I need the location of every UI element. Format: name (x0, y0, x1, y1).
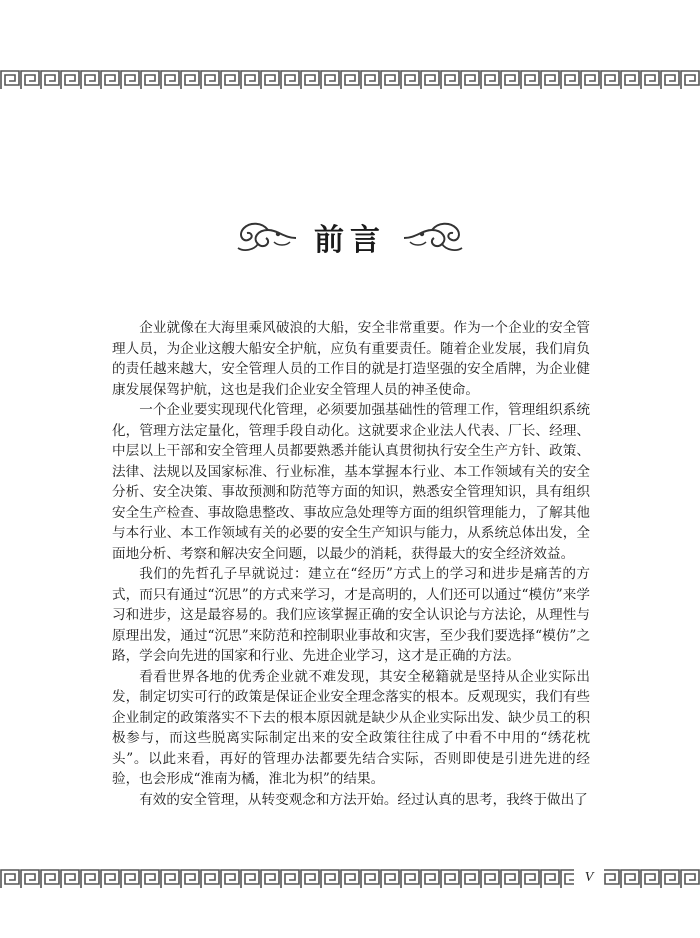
scroll-ornament-left-icon (234, 220, 298, 254)
paragraph: 企业就像在大海里乘风破浪的大船，安全非常重要。作为一个企业的安全管理人员，为企业这艘大船安全护航，应负有重要责任。随着企业发展，我们肩负的责任越来越大，安全管理人员的工作目的就是打造坚强的安全盾牌，为企业健康发展保驾护航，这也是我们企业安全管理人员的神圣使命。 (112, 320, 590, 398)
paragraph: 一个企业要实现现代化管理，必须要加强基础性的管理工作，管理组织系统化，管理方法定量化，管理手段自动化。这就要求企业法人代表、厂长、经理、中层以上干部和安全管理人员都要熟悉并能认真贯彻执行安全生产方针、政策、法律、法规以及国家标准、行业标准，基本掌握本行业、本工作领域有关的安全分析、安全决策、事故预测和防范等方面的知识，熟悉安全管理知识，具有组织安全生产检查、事故隐患整改、事故应急处理等方面的组织管理能力，了解其他与本行业、本工作领域有关的必要的安全生产知识与能力，从系统总体出发，全面地分析、考察和解决安全问题，以最少的消耗，获得最大的安全经济效益。 (112, 402, 590, 562)
page-number: V (574, 866, 604, 890)
preface-heading (0, 212, 700, 262)
scroll-ornament-right-icon (402, 220, 466, 254)
paragraph: 看看世界各地的优秀企业就不难发现，其安全秘籍就是坚持从企业实际出发，制定切实可行的政策是保证企业安全理念落实的根本。反观现实，我们有些企业制定的政策落实不下去的根本原因就是缺少从企业实际出发、缺少员工的积极参与，而这些脱离实际制定出来的安全政策往往成了中看不中用的“绣花枕头”。以此来看，再好的管理办法都要先结合实际，否则即使是引进先进的经验，也会形成“淮南为橘，淮北为枳”的结果。 (112, 668, 590, 787)
top-greek-key-border (0, 70, 700, 90)
page-title: 前言 (314, 223, 386, 258)
preface-body (112, 318, 590, 810)
paragraph: 我们的先哲孔子早就说过：建立在“经历”方式上的学习和进步是痛苦的方式，而只有通过“沉思”的方式来学习，才是高明的，人们还可以通过“模仿”来学习和进步，这是最容易的。我们应该掌握正确的安全认识论与方法论，从理性与原理出发，通过“沉思”来防范和控制职业事故和灾害，至少我们要选择“模仿”之路，学会向先进的国家和行业、先进企业学习，这才是正确的方法。 (112, 566, 590, 664)
paragraph: 有效的安全管理，从转变观念和方法开始。经过认真的思考，我终于做出了 (139, 791, 588, 808)
greek-key-border-icon (0, 70, 700, 90)
